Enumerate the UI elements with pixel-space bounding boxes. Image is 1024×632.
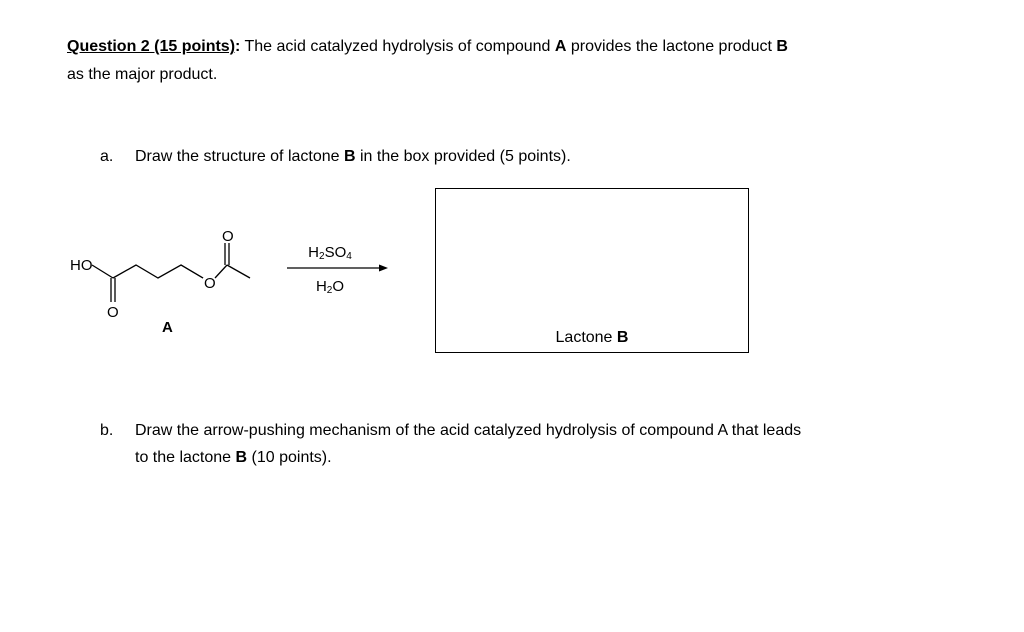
question-text-2: provides the lactone product (566, 38, 777, 55)
part-b (100, 418, 980, 474)
compound-b-ref: B (776, 38, 788, 55)
question-line-2: as the major product. (67, 66, 218, 83)
lactone-box-caption: Lactone B (555, 329, 629, 346)
part-a-text: Draw the structure of lactone B in the box provided (5 points). (135, 148, 571, 165)
part-a-letter: a. (100, 148, 114, 165)
bond-c-o (181, 265, 203, 278)
bond-methyl (227, 265, 250, 278)
compound-a-structure (60, 225, 280, 345)
reaction-arrow (285, 262, 390, 274)
part-b-line-1: Draw the arrow-pushing mechanism of the acid catalyzed hydrolysis of compound A that leads (135, 422, 802, 439)
ester-o-label: O (204, 275, 216, 292)
carbonyl-o-right: O (222, 228, 234, 245)
question-heading (67, 37, 788, 57)
part-b-letter: b. (100, 422, 114, 439)
part-a (100, 144, 800, 170)
question-label: Question 2 (15 points) (67, 38, 236, 55)
lactone-answer-box[interactable] (435, 188, 749, 353)
carbonyl-o-left: O (107, 304, 119, 321)
compound-a-label: A (162, 319, 173, 336)
reagent-bottom: $H_2O$ (315, 278, 345, 296)
question-text-1: The acid catalyzed hydrolysis of compound (240, 38, 555, 55)
question-colon: : (235, 38, 241, 55)
chain-bonds (113, 265, 203, 278)
bond-o-c2 (215, 265, 227, 278)
compound-a-ref: A (554, 38, 567, 55)
part-b-line-2: to the lactone B (10 points). (135, 449, 332, 466)
ho-label: HO (70, 257, 93, 274)
reagent-top: $H_2SO_4$ (308, 244, 352, 262)
bond-ho-c1 (92, 265, 113, 278)
